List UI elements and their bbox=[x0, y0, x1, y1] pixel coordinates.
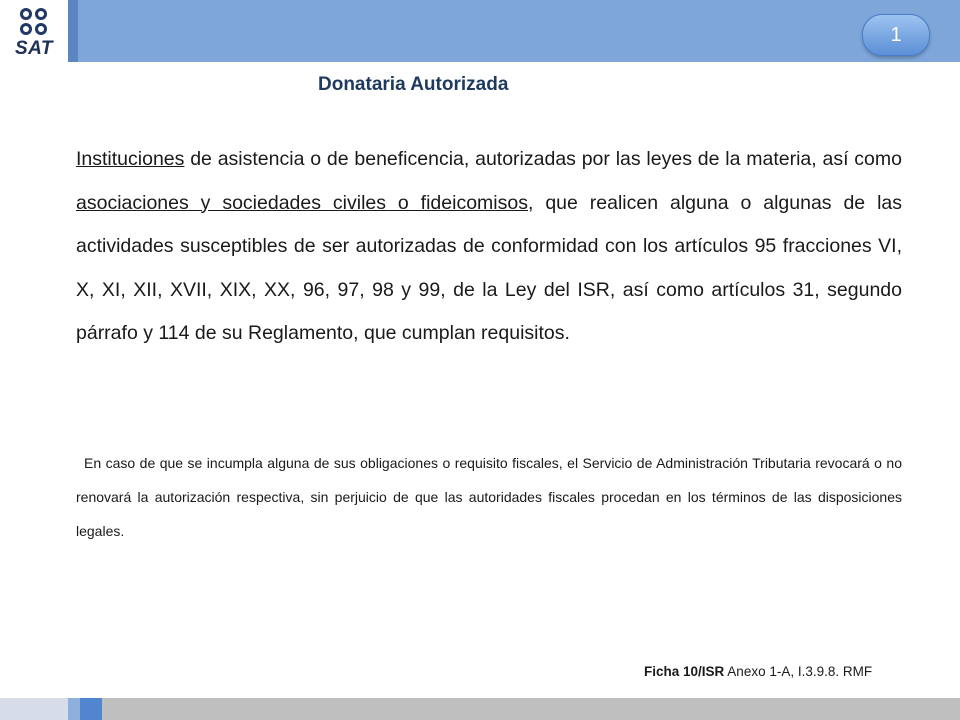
paragraph-text: , que realicen alguna o algunas de las actividades susceptibles de ser autorizadas de conformidad con los artículos 95 fracciones VI, X, XI, XII, XVII, XIX, XX, 96, 97, 98 y 99, de la Ley del ISR, así como artículos 31, segundo párrafo y 114 de su Reglamento, que cumplan requisitos. bbox=[76, 191, 903, 344]
header-banner bbox=[68, 0, 960, 62]
logo-dots-icon bbox=[20, 8, 50, 38]
secondary-paragraph: En caso de que se incumpla alguna de sus obligaciones o requisito fiscales, el Servicio de Administración Tributaria revocará o no renovará la autorización respectiva, sin perjuicio de que las autoridades fiscales procedan en los términos de las disposiciones legales. bbox=[76, 455, 902, 539]
footer-bar bbox=[0, 698, 960, 720]
page-number-badge: 1 bbox=[862, 14, 930, 56]
logo-dot bbox=[20, 8, 32, 20]
logo-dot bbox=[35, 23, 47, 35]
footer-bar-segment bbox=[80, 698, 102, 720]
header-banner-stripe bbox=[68, 0, 78, 62]
page-title: Donataria Autorizada bbox=[318, 74, 509, 95]
logo-dot bbox=[20, 23, 32, 35]
paragraph-text: de asistencia o de beneficencia, autorizadas por las leyes de la materia, así como bbox=[184, 148, 902, 170]
reference-text: Anexo 1-A, I.3.9.8. RMF bbox=[724, 664, 873, 679]
sat-logo bbox=[0, 0, 68, 62]
footer-bar-segment bbox=[0, 698, 68, 720]
main-paragraph bbox=[76, 138, 902, 356]
footer-reference bbox=[644, 664, 872, 679]
underlined-term-instituciones: Instituciones bbox=[76, 148, 185, 170]
logo-dot bbox=[35, 8, 47, 20]
underlined-term-asociaciones: asociaciones y sociedades civiles o fideicomisos bbox=[76, 191, 528, 214]
footer-bar-segment bbox=[68, 698, 80, 720]
logo-text: SAT bbox=[14, 38, 54, 59]
ficha-label: Ficha 10/ISR bbox=[644, 664, 725, 679]
